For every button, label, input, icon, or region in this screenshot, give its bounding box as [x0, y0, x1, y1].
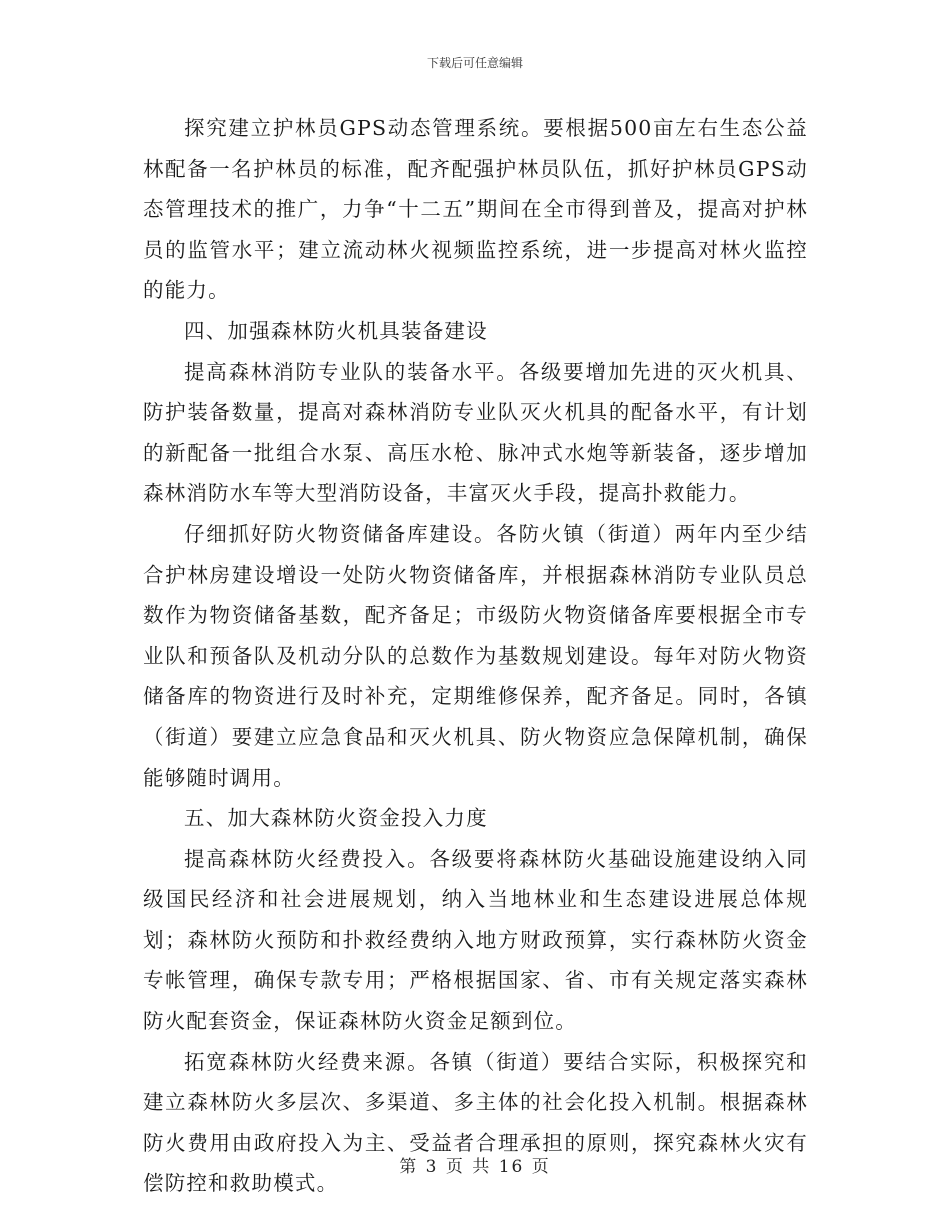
- page-number-footer: 第 3 页 共 16 页: [399, 1157, 551, 1177]
- section-heading-4: 四、加强森林防火机具装备建设: [184, 318, 488, 343]
- paragraph-gps-system: 探究建立护林员GPS动态管理系统。要根据500亩左右生态公益林配备一名护林员的标准，配齐配强护林员队伍，抓好护林员GPS动态管理技术的推广，力争“十二五”期间在全市得到普及，提高对护林员的监管水平；建立流动林火视频监控系统，进一步提高对林火监控的能力。: [143, 116, 808, 303]
- paragraph-material-reserve: 仔细抓好防火物资储备库建设。各防火镇（街道）两年内至少结合护林房建设增设一处防火物资储备库，并根据森林消防专业队员总数作为物资储备基数，配齐备足；市级防火物资储备库要根据全市专业队和预备队及机动分队的总数作为基数规划建设。每年对防火物资储备库的物资进行及时补充，定期维修保养，配齐备足。同时，各镇（街道）要建立应急食品和灭火机具、防火物资应急保障机制，确保能够随时调用。: [143, 521, 808, 790]
- paragraph-funding-sources: 拓宽森林防火经费来源。各镇（街道）要结合实际，积极探究和建立森林防火多层次、多渠道、多主体的社会化投入机制。根据森林防火费用由政府投入为主、受益者合理承担的原则，探究森林火灾有偿防控和救助模式。: [143, 1049, 808, 1196]
- paragraph-funding-input: 提高森林防火经费投入。各级要将森林防火基础设施建设纳入同级国民经济和社会进展规划，纳入当地林业和生态建设进展总体规划；森林防火预防和扑救经费纳入地方财政预算，实行森林防火资金专帐管理，确保专款专用；严格根据国家、省、市有关规定落实森林防火配套资金，保证森林防火资金足额到位。: [143, 846, 808, 1034]
- page-header: 下载后可任意编辑: [426, 56, 523, 70]
- document-body: [143, 108, 808, 1204]
- paragraph-equipment-level: 提高森林消防专业队的装备水平。各级要增加先进的灭火机具、防护装备数量，提高对森林消防专业队灭火机具的配备水平，有计划的新配备一批组合水泵、高压水枪、脉冲式水炮等新装备，逐步增加森林消防水车等大型消防设备，丰富灭火手段，提高扑救能力。: [143, 359, 808, 506]
- section-heading-5: 五、加大森林防火资金投入力度: [184, 806, 488, 831]
